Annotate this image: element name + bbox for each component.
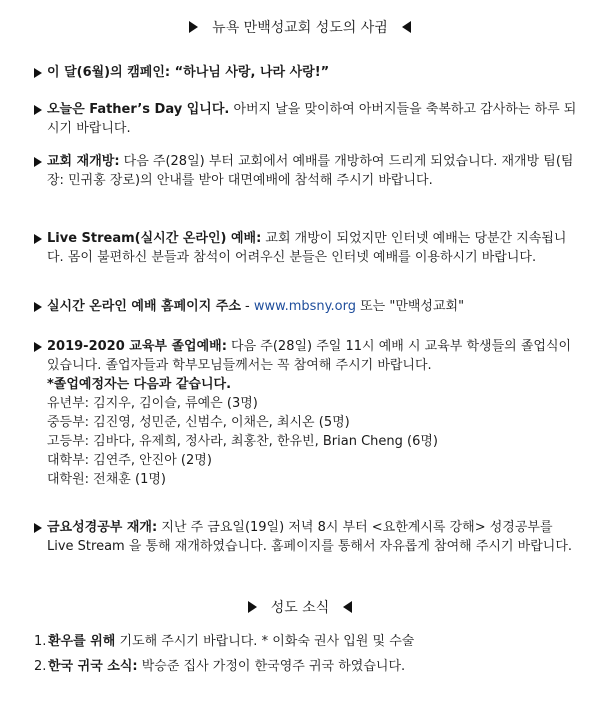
news-number: 2. <box>34 659 47 674</box>
homepage-dash: - <box>240 299 254 314</box>
graduation-label: 2019-2020 교육부 졸업예배: <box>47 339 227 354</box>
bible-study-item <box>34 518 579 556</box>
news-text: 박승준 집사 가정이 한국영주 귀국 하였습니다. <box>137 659 406 674</box>
bullet-icon <box>34 342 42 352</box>
news-label: 환우를 위해 <box>48 634 116 649</box>
livestream-text: 교회 개방이 되었지만 인터넷 예배는 당분간 지속됩니다. 몸이 불편하신 분들과 참석이 어려우신 분들은 인터넷 예배를 이용하시기 바랍니다. <box>47 231 567 265</box>
graduate-group: 고등부: 김바다, 유제희, 정사라, 최홍찬, 한유빈, Brian Cheng (6명) <box>47 434 439 449</box>
bullet-icon <box>34 68 42 78</box>
bullet-icon <box>34 523 42 533</box>
fathers-day-item <box>34 100 579 138</box>
triangle-left-icon <box>343 601 352 613</box>
fathers-day-text: 아버지 날을 맞이하여 아버지들을 축복하고 감사하는 하루 되시기 바랍니다. <box>47 102 577 136</box>
graduation-note: *졸업예정자는 다음과 같습니다. <box>47 377 232 392</box>
reopen-label: 교회 재개방: <box>47 154 120 169</box>
homepage-url-link[interactable]: www.mbsny.org <box>253 299 356 314</box>
graduate-group: 유년부: 김지우, 김이슬, 류예은 (3명) <box>47 396 258 411</box>
triangle-right-icon <box>248 601 257 613</box>
news-text: 기도해 주시기 바랍니다. * 이화숙 권사 입원 및 수술 <box>115 634 415 649</box>
campaign-text: “하나님 사랑, 나라 사랑!” <box>170 65 330 80</box>
section-title: 뉴욕 만백성교회 성도의 사귐 <box>212 20 388 36</box>
graduate-group: 대학부: 김연주, 안진아 (2명) <box>47 453 212 468</box>
news-item <box>34 657 579 676</box>
campaign-item <box>34 63 579 82</box>
news-label: 한국 귀국 소식: <box>48 659 138 674</box>
bullet-icon <box>34 234 42 244</box>
triangle-left-icon <box>402 21 411 33</box>
bullet-icon <box>34 302 42 312</box>
section-heading-news <box>0 598 600 618</box>
bible-study-label: 금요성경공부 재개: <box>47 520 158 535</box>
homepage-text: 또는 "만백성교회" <box>355 299 465 314</box>
reopen-item <box>34 152 579 190</box>
news-number: 1. <box>34 634 47 649</box>
homepage-label: 실시간 온라인 예배 홈페이지 주소 <box>47 299 241 314</box>
graduation-item <box>34 337 579 489</box>
bullet-icon <box>34 157 42 167</box>
fathers-day-label: 오늘은 Father’s Day 입니다. <box>47 102 230 117</box>
livestream-item <box>34 229 579 267</box>
graduation-text: 다음 주(28일) 주일 11시 예배 시 교육부 학생들의 졸업식이 있습니다. 졸업자들과 학부모님들께서는 꼭 참여해 주시기 바랍니다. <box>47 339 572 373</box>
reopen-text: 다음 주(28일) 부터 교회에서 예배를 개방하여 드리게 되었습니다. 재개방 팀(팀장: 민귀홍 장로)의 안내를 받아 대면예배에 참석해 주시기 바랍니다. <box>47 154 574 188</box>
section-heading-fellowship <box>0 18 600 38</box>
campaign-label: 이 달(6월)의 캠페인: <box>47 65 171 80</box>
bible-study-text: 지난 주 금요일(19일) 저녁 8시 부터 <요한계시록 강해> 성경공부를 Live Stream 을 통해 재개하였습니다. 홈페이지를 통해서 자유롭게 참여해 주시기 바랍니다. <box>47 520 573 554</box>
news-section-title: 성도 소식 <box>270 600 330 616</box>
news-item <box>34 632 579 651</box>
graduate-group: 중등부: 김진영, 성민준, 신범수, 이채은, 최시온 (5명) <box>47 415 350 430</box>
livestream-label: Live Stream(실시간 온라인) 예배: <box>47 231 262 246</box>
bullet-icon <box>34 105 42 115</box>
triangle-right-icon <box>189 21 198 33</box>
homepage-item <box>34 297 579 316</box>
graduate-group: 대학원: 전채훈 (1명) <box>47 472 166 487</box>
